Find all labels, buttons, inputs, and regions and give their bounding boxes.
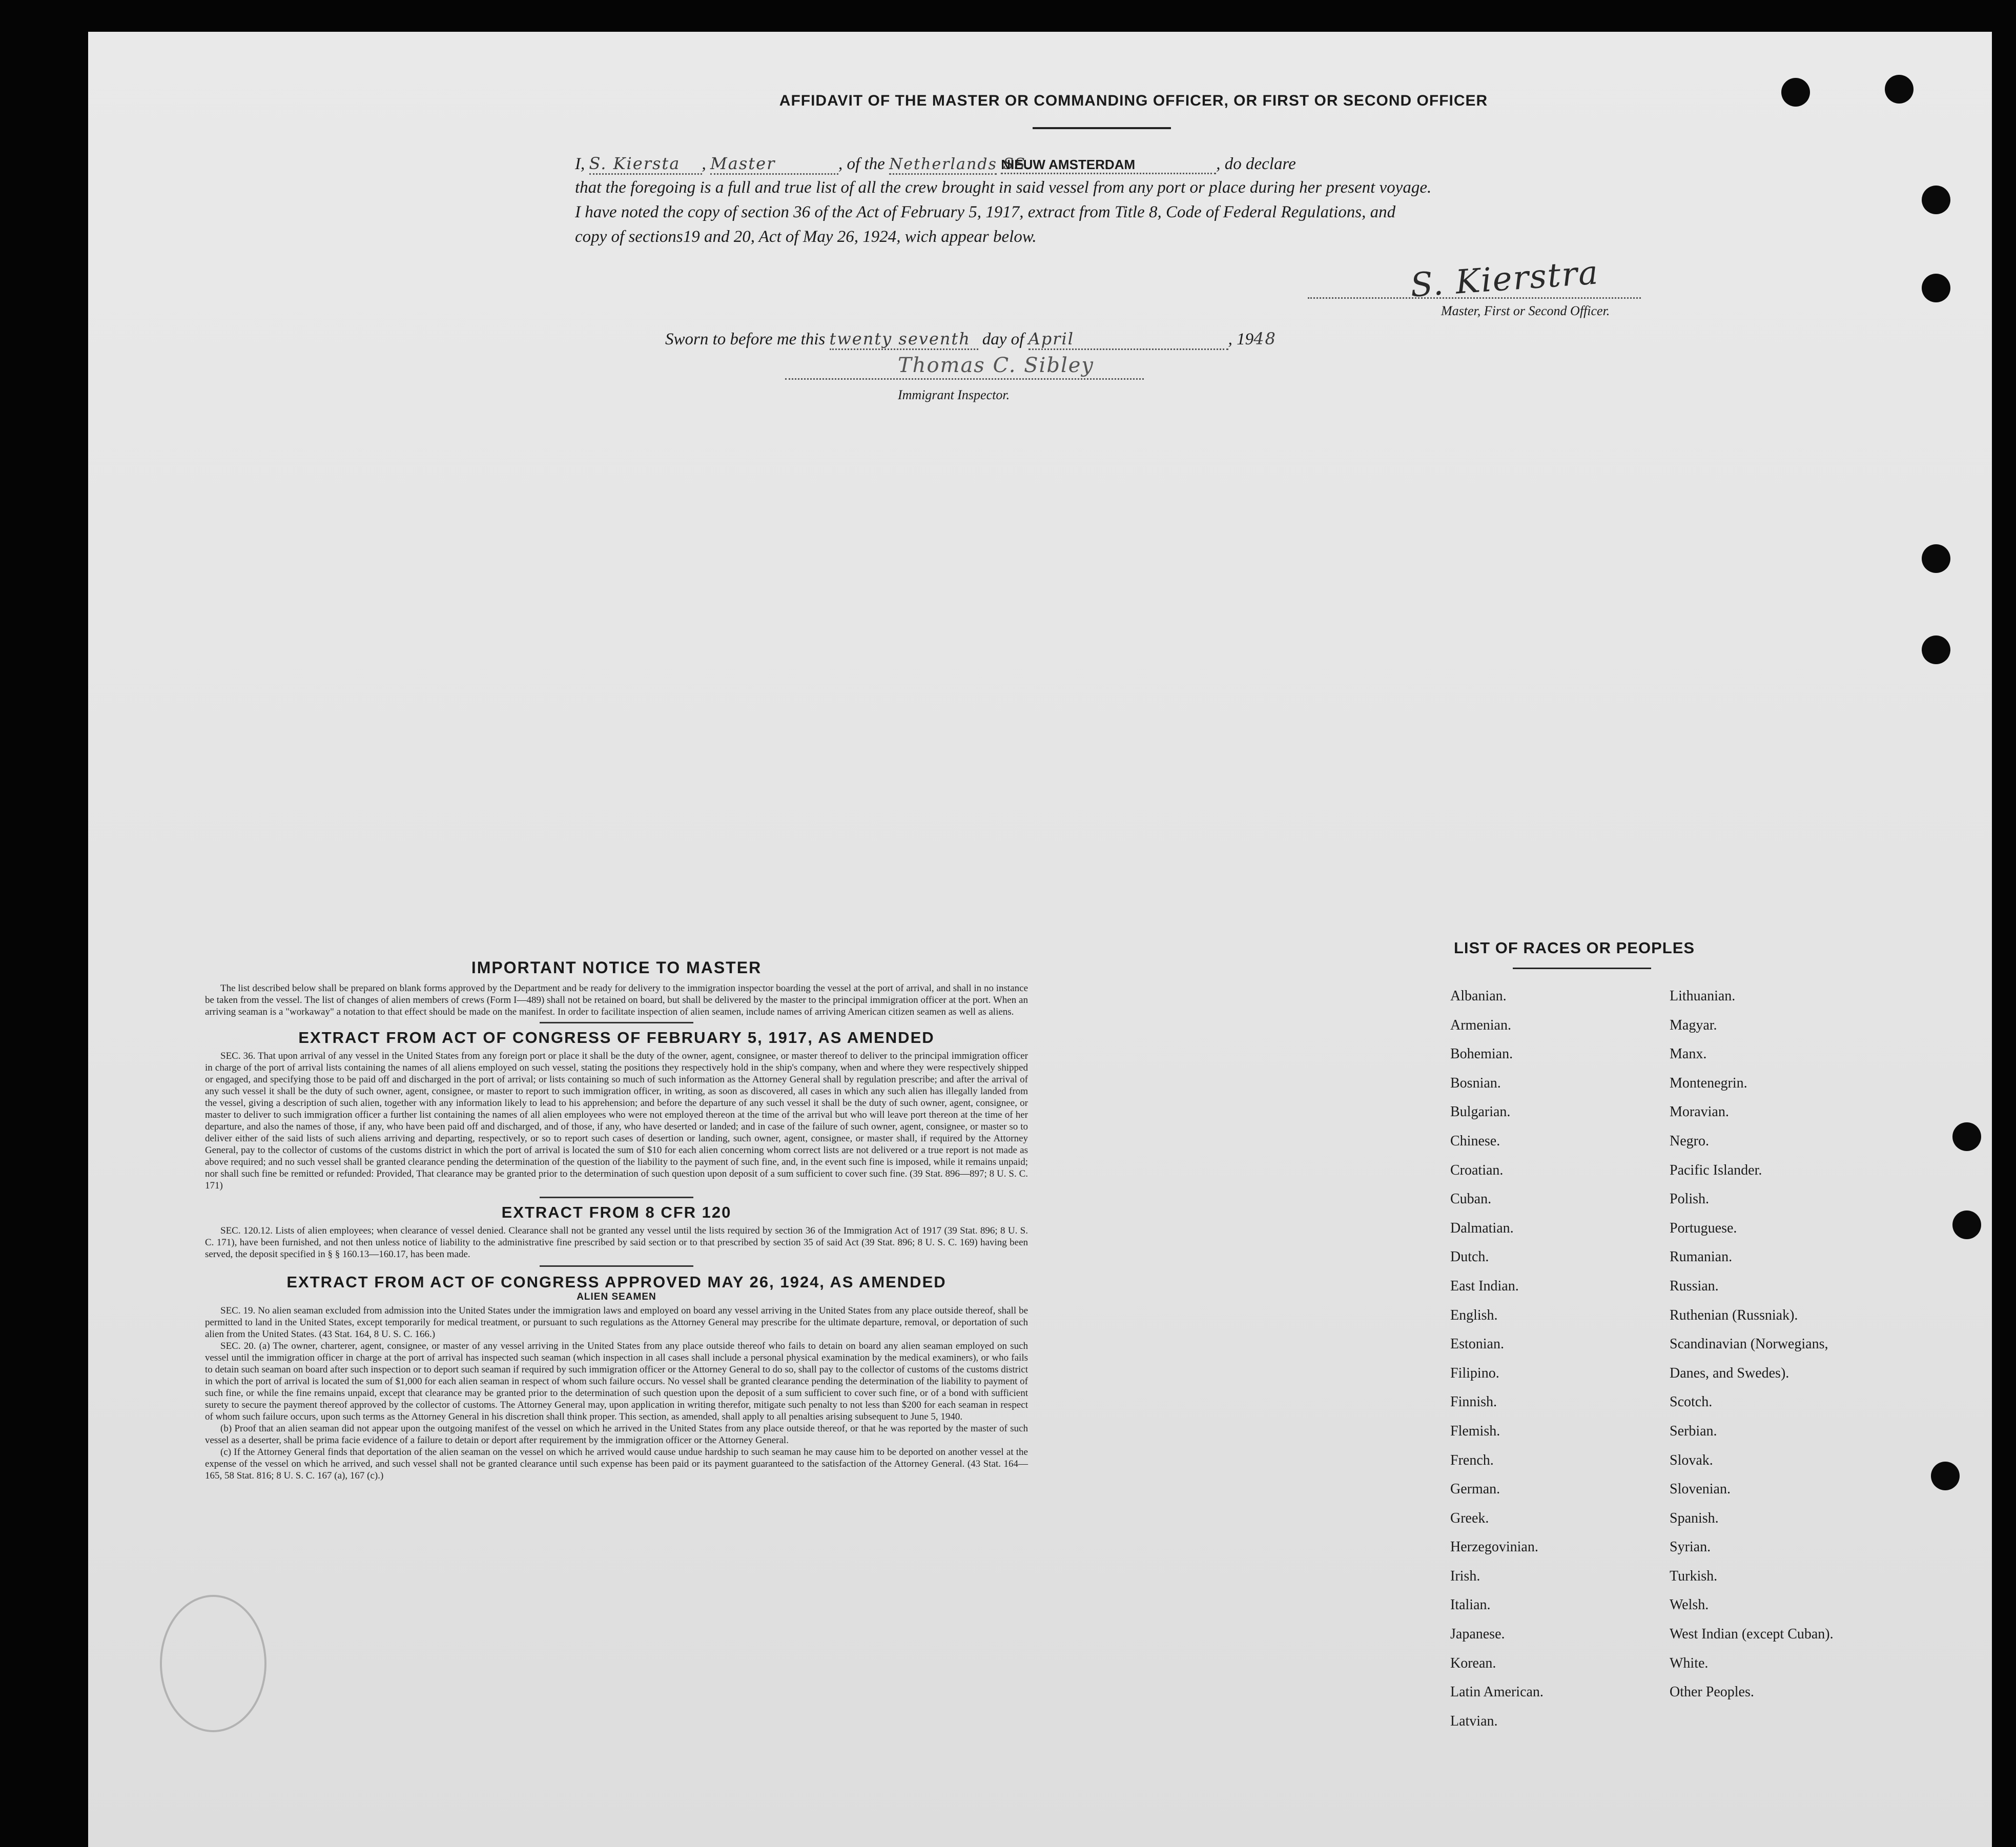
race-item: Pacific Islander. xyxy=(1670,1162,1762,1178)
race-item: Irish. xyxy=(1450,1568,1480,1584)
sec-20c-text: (c) If the Attorney General finds that deportation of the alien seaman on the vessel on which he arrived would cause undue hardship to such seaman he may cause him to be deported on another vessel at the expense of the vessel on which he arrived, and such vessel shall not be granted clearance until such expense has been paid or its payment guaranteed to the satisfaction of the Attorney General. (43 Stat. 164—165, 58 Stat. 816; 8 U. S. C. 167 (a), 167 (c).) xyxy=(205,1447,1028,1481)
sworn-day-field: twenty seventh xyxy=(830,329,978,350)
race-item: French. xyxy=(1450,1452,1494,1468)
race-item: Russian. xyxy=(1670,1278,1719,1294)
races-section xyxy=(1344,939,1834,1769)
punch-hole xyxy=(1931,1462,1960,1490)
race-item: Serbian. xyxy=(1670,1423,1717,1439)
race-item: Japanese. xyxy=(1450,1626,1505,1643)
notice-rule xyxy=(540,1022,693,1023)
inspector-line xyxy=(785,378,1144,380)
race-item: Rumanian. xyxy=(1670,1249,1733,1265)
race-item: English. xyxy=(1450,1307,1498,1323)
race-item: Estonian. xyxy=(1450,1336,1504,1352)
extract-rule xyxy=(540,1265,693,1267)
extract-1924-title: EXTRACT FROM ACT OF CONGRESS APPROVED MAY 26, 1924, AS AMENDED xyxy=(286,1273,947,1291)
race-item: Negro. xyxy=(1670,1133,1709,1149)
race-item: Turkish. xyxy=(1670,1568,1718,1584)
races-columns xyxy=(1344,982,1834,1751)
line-name-field: Netherlands SS. xyxy=(889,155,997,175)
sworn-year-field: 48 xyxy=(1253,329,1277,348)
race-item: Cuban. xyxy=(1450,1191,1492,1207)
race-item: Lithuanian. xyxy=(1670,988,1736,1004)
race-item: Finnish. xyxy=(1450,1394,1497,1410)
punch-hole xyxy=(1922,544,1950,573)
declaration-line-4: copy of sections19 and 20, Act of May 26, 1924, wich appear below. xyxy=(575,228,1037,246)
race-item: Scotch. xyxy=(1670,1394,1713,1410)
punch-hole xyxy=(1952,1210,1981,1239)
race-item: Syrian. xyxy=(1670,1539,1711,1555)
race-item: Moravian. xyxy=(1670,1104,1729,1120)
extract-1917-body: SEC. 36. That upon arrival of any vessel in the United States from any foreign port or place it shall be the duty of the owner, agent, consignee, or master thereof to deliver to the principal immigration officer in charge of the port of arrival lists containing the names of all aliens employed on such vessel, stating the positions they respectively hold in the ship's company, when and where they were respectively shipped or engaged, and specifying those to be paid off and discharged in the port of arrival; or lists containing so much of such information as the Attorney General shall by regulation prescribe; and after the arrival of any such vessel it shall be the duty of such owner, agent, consignee, or master to report to such immigration officer, in writing, as soon as discovered, all cases in which any such alien has illegally landed from the vessel, giving a description of such alien, together with any information likely to lead to his apprehension; and before the departure of any such vessel it shall be the duty of such owner, agent, consignee, or master to deliver to such immigration officer a further list containing the names of all alien employees who were not employed thereon at the time of the arrival but who will leave port thereon at the time of her departure, and also the names of those, if any, who have been paid off and discharged, and of those, if any, who have deserted or landed; and in case of the failure of such owner, agent, consignee, or master so to deliver either of the said lists of such aliens arriving and departing, respectively, or so to report such cases of desertion or landing, such owner, agent, consignee, or master shall, if required by the Attorney General, pay to the collector of customs of the customs district in which the port of arrival is located the sum of $10 for each alien concerning whom correct lists are not delivered or a true report is not made as above required; and no such vessel shall be granted clearance pending the determination of the question of the liability to the payment of such fine, and, in the event such fine is imposed, while it remains unpaid; nor shall such fine be remitted or refunded: Provided, That clearance may be granted prior to the determination of such question upon deposit of a sum sufficient to cover such fine. (39 Stat. 896—897; 8 U. S. C. 171) xyxy=(205,1051,1028,1191)
race-item: Scandinavian (Norwegians, xyxy=(1670,1336,1828,1352)
race-item: Portuguese. xyxy=(1670,1220,1737,1236)
inspector-caption: Immigrant Inspector. xyxy=(898,387,1010,402)
race-item: White. xyxy=(1670,1655,1709,1671)
notice-body: The list described below shall be prepared on blank forms approved by the Department and be ready for delivery to the immigration inspector boarding the vessel at the port of arrival, and shall in no instance be taken from the vessel. The list of changes of alien members of crews (Form I—489) shall not be retained on board, but shall be delivered by the master to the principal immigration officer at the port. When an arriving seaman is a "workaway" a notation to that effect should be made on the manifest. In order to facilitate inspection of alien seamen, include names of arriving American citizen seamen as well as aliens. xyxy=(205,983,1028,1017)
sec-19-text: SEC. 19. No alien seaman excluded from admission into the United States under the immigration laws and employed on board any vessel arriving in the United States from any place outside thereof, shall be permitted to land in the United States, except temporarily for medical treatment, or pursuant to such regulations as the Attorney General may prescribe for the ultimate departure, removal, or deportation of such alien from the United States. (43 Stat. 164, 8 U. S. C. 166.) xyxy=(205,1305,1028,1340)
race-item: Chinese. xyxy=(1450,1133,1500,1149)
signature-caption: Master, First or Second Officer. xyxy=(1441,303,1610,318)
races-right-column xyxy=(1670,982,1834,1707)
race-item: Armenian. xyxy=(1450,1017,1511,1033)
title-rule xyxy=(1033,127,1171,129)
notice-title: IMPORTANT NOTICE TO MASTER xyxy=(471,958,762,977)
punch-hole xyxy=(1885,75,1914,104)
race-item: Herzegovinian. xyxy=(1450,1539,1538,1555)
declaration-line-1: I, S. Kiersta , Master , of the Netherlands SS. NIEUW AMSTERDAM , do declare xyxy=(575,154,1296,175)
races-title: LIST OF RACES OR PEOPLES xyxy=(1453,939,1695,957)
race-item: Albanian. xyxy=(1450,988,1507,1004)
sec-20a-text: SEC. 20. (a) The owner, charterer, agent, consignee, or master of any vessel arriving in the United States from any place outside thereof who fails to detain on board any alien seaman employed on such vessel until the immigration officer in charge at the port of arrival has inspected such seaman (which inspection in all cases shall include a personal physical examination by the medical examiners), or who fails to detain such seaman on board after such inspection or to deport such seaman if required by such immigration officer or the Attorney General to do so, shall pay to the collector of customs of the customs district in which the port of arrival is located the sum of $1,000 for each alien seaman in respect of whom such failure occurs. No vessel shall be granted clearance pending the determination of the liability to payment of such fine, or while the fine remains unpaid, except that clearance may be granted prior to the determination of such question upon the deposit of a sum sufficient to cover such fine, or of a bond with sufficient surety to secure the payment thereof approved by the collector of customs. The Attorney General may, upon application in writing therefor, mitigate such penalty to not less than $200 for each seaman in respect of whom such failure occurs, upon such terms as the Attorney General in his discretion shall think proper. This section, as amended, shall apply to all penalties arising subsequent to June 5, 1940. xyxy=(205,1341,1028,1422)
race-item: Polish. xyxy=(1670,1191,1710,1207)
punch-hole xyxy=(1781,78,1810,107)
punch-hole xyxy=(1922,186,1950,214)
master-role-field: Master xyxy=(710,154,838,175)
declaration-line-3: I have noted the copy of section 36 of the Act of February 5, 1917, extract from Title 8, Code of Federal Regulations, and xyxy=(575,203,1396,221)
notice-section xyxy=(205,958,1028,1482)
race-item: Slovenian. xyxy=(1670,1481,1731,1497)
affidavit-title: AFFIDAVIT OF THE MASTER OR COMMANDING OFFICER, OR FIRST OR SECOND OFFICER xyxy=(779,92,1488,109)
extract-cfr-body: SEC. 120.12. Lists of alien employees; when clearance of vessel denied. Clearance shall not be granted any vessel until the lists required by section 36 of the Immigration Act of 1917 (39 Stat. 896; 8 U. S. C. 171), have been furnished, and not then unless notice of liability to the administrative fine prescribed by said section or to that prescribed by section 35 of said Act (39 Stat. 896; 8 U. S. C. 169) having been served, the deposit specified in § § 160.13—160.17, has been made. xyxy=(205,1225,1028,1260)
punch-hole xyxy=(1922,635,1950,664)
race-item: Slovak. xyxy=(1670,1452,1713,1468)
race-item: Danes, and Swedes). xyxy=(1670,1365,1789,1381)
affidavit-section xyxy=(575,92,1692,420)
race-item: Latvian. xyxy=(1450,1713,1498,1729)
races-title-rule xyxy=(1513,968,1651,969)
race-item: East Indian. xyxy=(1450,1278,1519,1294)
race-item: Welsh. xyxy=(1670,1597,1709,1613)
document-page xyxy=(88,32,1992,1847)
inspector-signature: Thomas C. Sibley xyxy=(898,354,1095,377)
race-item: Dalmatian. xyxy=(1450,1220,1514,1236)
sworn-month-field: April xyxy=(1028,329,1228,350)
master-signature: S. Kierstra xyxy=(1409,254,1600,305)
race-item: Croatian. xyxy=(1450,1162,1504,1178)
sworn-line: Sworn to before me this twenty seventh day of April , 1948 xyxy=(665,329,1277,350)
race-item: Spanish. xyxy=(1670,1510,1719,1526)
race-item: German. xyxy=(1450,1481,1500,1497)
inspection-stamp xyxy=(160,1595,266,1732)
extract-rule xyxy=(540,1197,693,1198)
punch-hole xyxy=(1922,274,1950,302)
race-item: Other Peoples. xyxy=(1670,1684,1754,1700)
race-item: Filipino. xyxy=(1450,1365,1499,1381)
race-item: Dutch. xyxy=(1450,1249,1489,1265)
race-item: Magyar. xyxy=(1670,1017,1717,1033)
races-left-column xyxy=(1450,982,1544,1736)
extract-1917-title: EXTRACT FROM ACT OF CONGRESS OF FEBRUARY 5, 1917, AS AMENDED xyxy=(298,1029,935,1046)
race-item: Flemish. xyxy=(1450,1423,1500,1439)
race-item: Manx. xyxy=(1670,1046,1707,1062)
master-name-field: S. Kiersta xyxy=(589,154,702,175)
extract-cfr-title: EXTRACT FROM 8 CFR 120 xyxy=(501,1203,732,1221)
race-item: Greek. xyxy=(1450,1510,1489,1526)
race-item: Korean. xyxy=(1450,1655,1496,1671)
punch-hole xyxy=(1952,1122,1981,1151)
vessel-name-field: NIEUW AMSTERDAM xyxy=(1001,157,1216,174)
race-item: Ruthenian (Russniak). xyxy=(1670,1307,1798,1323)
race-item: Montenegrin. xyxy=(1670,1075,1747,1091)
race-item: West Indian (except Cuban). xyxy=(1670,1626,1834,1643)
sec-20b-text: (b) Proof that an alien seaman did not appear upon the outgoing manifest of the vessel on which he arrived in the United States from any place outside thereof, or that he was reported by the master of such vessel as a deserter, shall be prima facie evidence of a failure to detain or deport after requirement by the immigration officer or the Attorney General. xyxy=(205,1423,1028,1446)
race-item: Bulgarian. xyxy=(1450,1104,1511,1120)
race-item: Latin American. xyxy=(1450,1684,1544,1700)
extract-1924-subtitle: ALIEN SEAMEN xyxy=(577,1291,656,1302)
race-item: Bohemian. xyxy=(1450,1046,1513,1062)
race-item: Italian. xyxy=(1450,1597,1491,1613)
declaration-line-2: that the foregoing is a full and true list of all the crew brought in said vessel from any port or place during her present voyage. xyxy=(575,178,1432,197)
race-item: Bosnian. xyxy=(1450,1075,1501,1091)
